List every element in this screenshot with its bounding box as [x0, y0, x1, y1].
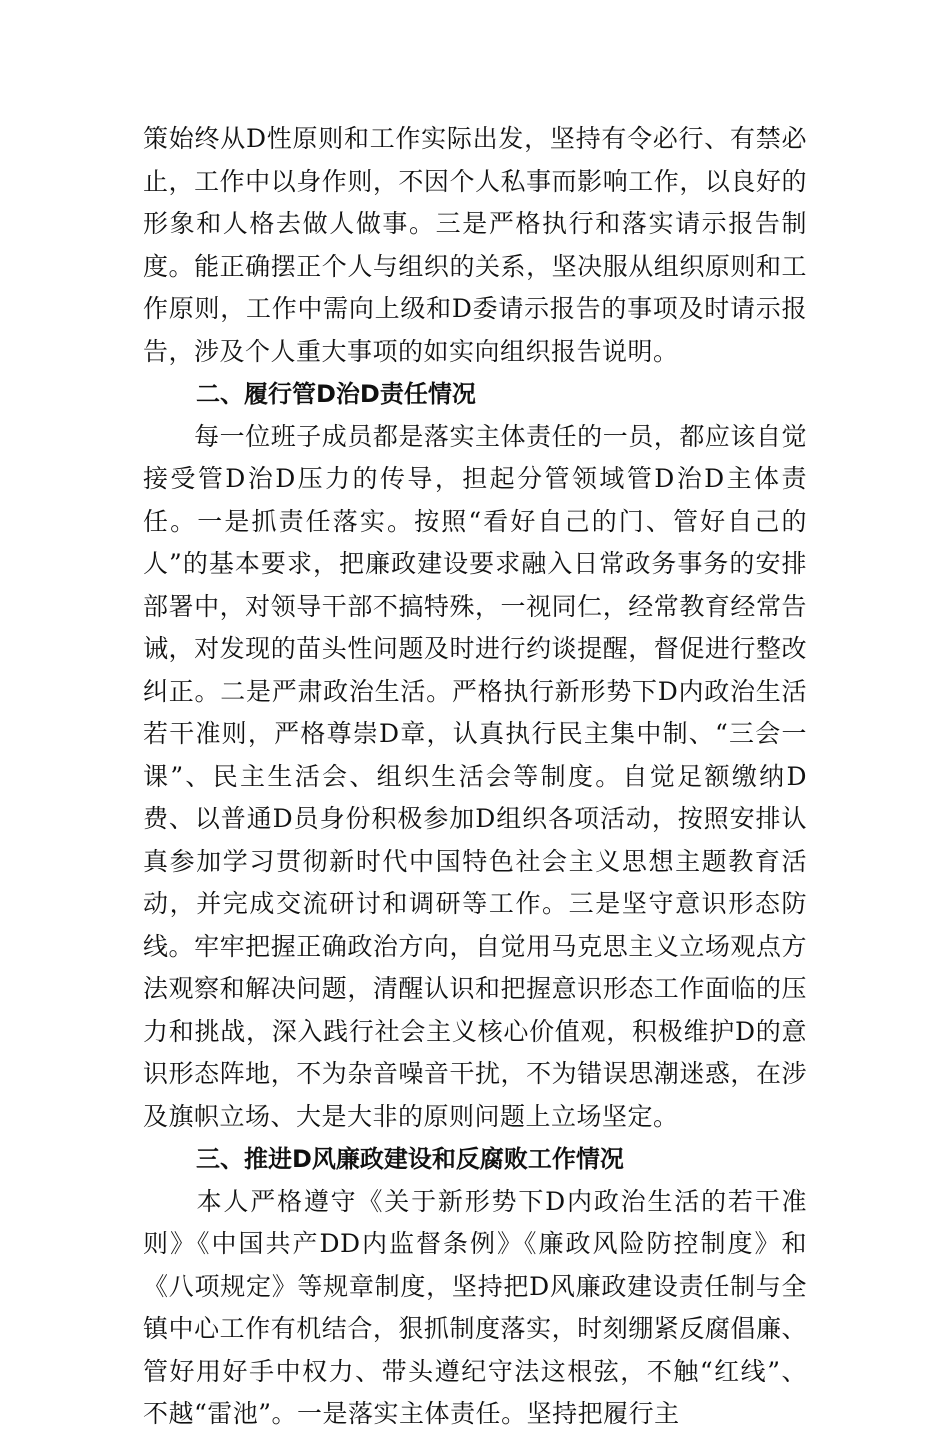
body-paragraph: 本人严格遵守《关于新形势下D内政治生活的若干准则》《中国共产DD内监督条例》《廉政风险防控制度》和《八项规定》等规章制度，坚持把D风廉政建设责任制与全镇中心工作有机结合，狠抓制度落实，时刻绷紧反腐倡廉、管好用好手中权力、带头遵纪守法这根弦，不触“红线”、不越“雷池”。一是落实主体责任。坚持把履行主 — [143, 1186, 807, 1428]
body-paragraph: 每一位班子成员都是落实主体责任的一员，都应该自觉接受管D治D压力的传导，担起分管领域管D治D主体责任。一是抓责任落实。按照“看好自己的门、管好自己的人”的基本要求，把廉政建设要求融入日常政务事务的安排部署中，对领导干部不搞特殊，一视同仁，经常教育经常告诫，对发现的苗头性问题及时进行约谈提醒，督促进行整改纠正。二是严肃政治生活。严格执行新形势下D内政治生活若干准则，严格尊崇D章，认真执行民主集中制、“三会一课”、民主生活会、组织生活会等制度。自觉足额缴纳D费、以普通D员身份积极参加D组织各项活动，按照安排认真参加学习贯彻新时代中国特色社会主义思想主题教育活动，并完成交流研讨和调研等工作。三是坚守意识形态防线。牢牢把握正确政治方向，自觉用马克思主义立场观点方法观察和解决问题，清醒认识和把握意识形态工作面临的压力和挑战，深入践行社会主义核心价值观，积极维护D的意识形态阵地，不为杂音噪音干扰，不为错误思潮迷惑，在涉及旗帜立场、大是大非的原则问题上立场坚定。 — [143, 421, 807, 1131]
document-body — [143, 118, 807, 1436]
body-paragraph: 策始终从D性原则和工作实际出发，坚持有令必行、有禁必止，工作中以身作则，不因个人私事而影响工作，以良好的形象和人格去做人做事。三是严格执行和落实请示报告制度。能正确摆正个人与组织的关系，坚决服从组织原则和工作原则，工作中需向上级和D委请示报告的事项及时请示报告，涉及个人重大事项的如实向组织报告说明。 — [143, 124, 807, 366]
section-heading: 三、推进D风廉政建设和反腐败工作情况 — [196, 1145, 624, 1173]
section-heading: 二、履行管D治D责任情况 — [196, 380, 476, 408]
